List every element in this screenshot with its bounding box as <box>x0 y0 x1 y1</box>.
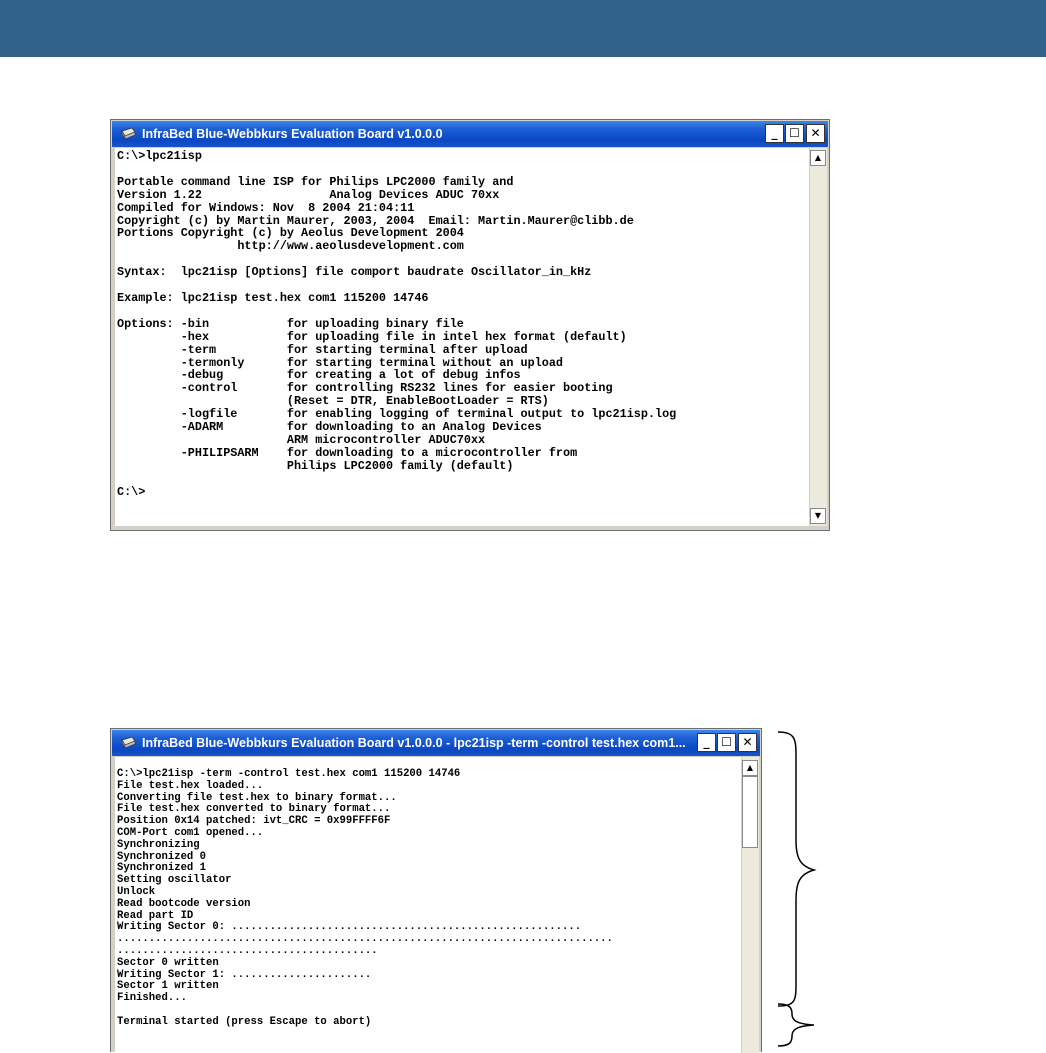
terminal-line: -logfile for enabling logging of terminal output to lpc21isp.log <box>117 407 677 422</box>
terminal-window-programming <box>110 728 762 1052</box>
terminal-line: -termonly for starting terminal without an upload <box>117 355 563 370</box>
terminal-line: Philips LPC2000 family (default) <box>117 458 514 473</box>
terminal-line: -debug for creating a lot of debug infos <box>117 368 521 383</box>
terminal-line: Syntax: lpc21isp [Options] file comport baudrate Oscillator_in_kHz <box>117 265 592 280</box>
terminal-line: Terminal started (press Escape to abort) <box>117 1015 372 1028</box>
console-icon <box>120 737 136 748</box>
terminal-line: -term for starting terminal after upload <box>117 342 528 357</box>
terminal-line: Sector 0 written <box>117 956 219 969</box>
console-icon <box>120 128 136 139</box>
scroll-up-icon[interactable]: ▲ <box>742 760 758 776</box>
close-icon[interactable]: ✕ <box>738 733 757 752</box>
terminal-line: -hex for uploading file in intel hex format (default) <box>117 329 627 344</box>
terminal-line: Finished... <box>117 992 187 1005</box>
terminal-line: ARM microcontroller ADUC70xx <box>117 432 486 447</box>
terminal-line: Example: lpc21isp test.hex com1 115200 14746 <box>117 290 429 305</box>
terminal-line: C:\> <box>117 484 146 499</box>
terminal-line: Sector 1 written <box>117 980 219 993</box>
terminal-line: Compiled for Windows: Nov 8 2004 21:04:11 <box>117 200 415 215</box>
terminal-line: File test.hex loaded... <box>117 779 264 792</box>
right-brace-small <box>770 998 820 1052</box>
terminal-line: COM-Port com1 opened... <box>117 826 264 839</box>
terminal-text <box>115 757 743 1029</box>
vertical-scrollbar[interactable] <box>809 148 827 526</box>
maximize-icon[interactable]: ☐ <box>785 124 804 143</box>
terminal-line: File test.hex converted to binary format... <box>117 803 391 816</box>
window-title: InfraBed Blue-Webbkurs Evaluation Board v1.0.0.0 <box>142 127 443 141</box>
terminal-line: Writing Sector 1: ...................... <box>117 968 372 981</box>
terminal-line: Portable command line ISP for Philips LPC2000 family and <box>117 174 514 189</box>
right-brace-large <box>770 728 820 1008</box>
scroll-up-icon[interactable]: ▲ <box>810 150 826 166</box>
window-titlebar[interactable] <box>112 730 760 756</box>
terminal-line: http://www.aeolusdevelopment.com <box>117 239 464 254</box>
terminal-line: Unlock <box>117 885 156 898</box>
terminal-line: .............................................................................. <box>117 933 613 946</box>
terminal-text <box>115 148 809 498</box>
minimize-icon[interactable]: _ <box>697 733 716 752</box>
terminal-line: (Reset = DTR, EnableBootLoader = RTS) <box>117 394 549 409</box>
terminal-line: Synchronized 1 <box>117 862 207 875</box>
terminal-line: C:\>lpc21isp -term -control test.hex com1 115200 14746 <box>117 768 461 780</box>
terminal-line: Synchronized 0 <box>117 850 207 863</box>
maximize-icon[interactable]: ☐ <box>717 733 736 752</box>
terminal-line: ......................................... <box>117 944 378 957</box>
terminal-line: -control for controlling RS232 lines for easier booting <box>117 381 613 396</box>
terminal-line: Read part ID <box>117 909 194 922</box>
scroll-down-icon[interactable]: ▼ <box>810 508 826 524</box>
window-title: InfraBed Blue-Webbkurs Evaluation Board v1.0.0.0 - lpc21isp -term -control test.hex com1... <box>142 736 686 750</box>
terminal-line: Position 0x14 patched: ivt_CRC = 0x99FFFF6F <box>117 815 391 828</box>
page-header-banner <box>0 0 1046 57</box>
terminal-window-help <box>110 119 830 531</box>
terminal-line: Copyright (c) by Martin Maurer, 2003, 2004 Email: Martin.Maurer@clibb.de <box>117 213 634 228</box>
terminal-line: Setting oscillator <box>117 874 232 887</box>
minimize-icon[interactable]: _ <box>765 124 784 143</box>
terminal-line: Writing Sector 0: ....................................................... <box>117 921 582 934</box>
terminal-line: Synchronizing <box>117 838 200 851</box>
close-icon[interactable]: ✕ <box>806 124 825 143</box>
terminal-line: Read bootcode version <box>117 897 251 910</box>
terminal-line: Converting file test.hex to binary format... <box>117 791 397 804</box>
terminal-output[interactable] <box>115 148 809 526</box>
terminal-line: -PHILIPSARM for downloading to a microcontroller from <box>117 445 578 460</box>
terminal-line: Portions Copyright (c) by Aeolus Development 2004 <box>117 226 464 241</box>
terminal-line: Options: -bin for uploading binary file <box>117 316 464 331</box>
terminal-line: -ADARM for downloading to an Analog Devices <box>117 420 542 435</box>
window-titlebar[interactable] <box>112 121 828 147</box>
terminal-line: Version 1.22 Analog Devices ADUC 70xx <box>117 187 500 202</box>
terminal-line: C:\>lpc21isp <box>117 149 202 163</box>
scrollbar-thumb[interactable] <box>742 776 758 848</box>
vertical-scrollbar[interactable] <box>741 757 759 1053</box>
terminal-output[interactable] <box>115 757 743 1053</box>
